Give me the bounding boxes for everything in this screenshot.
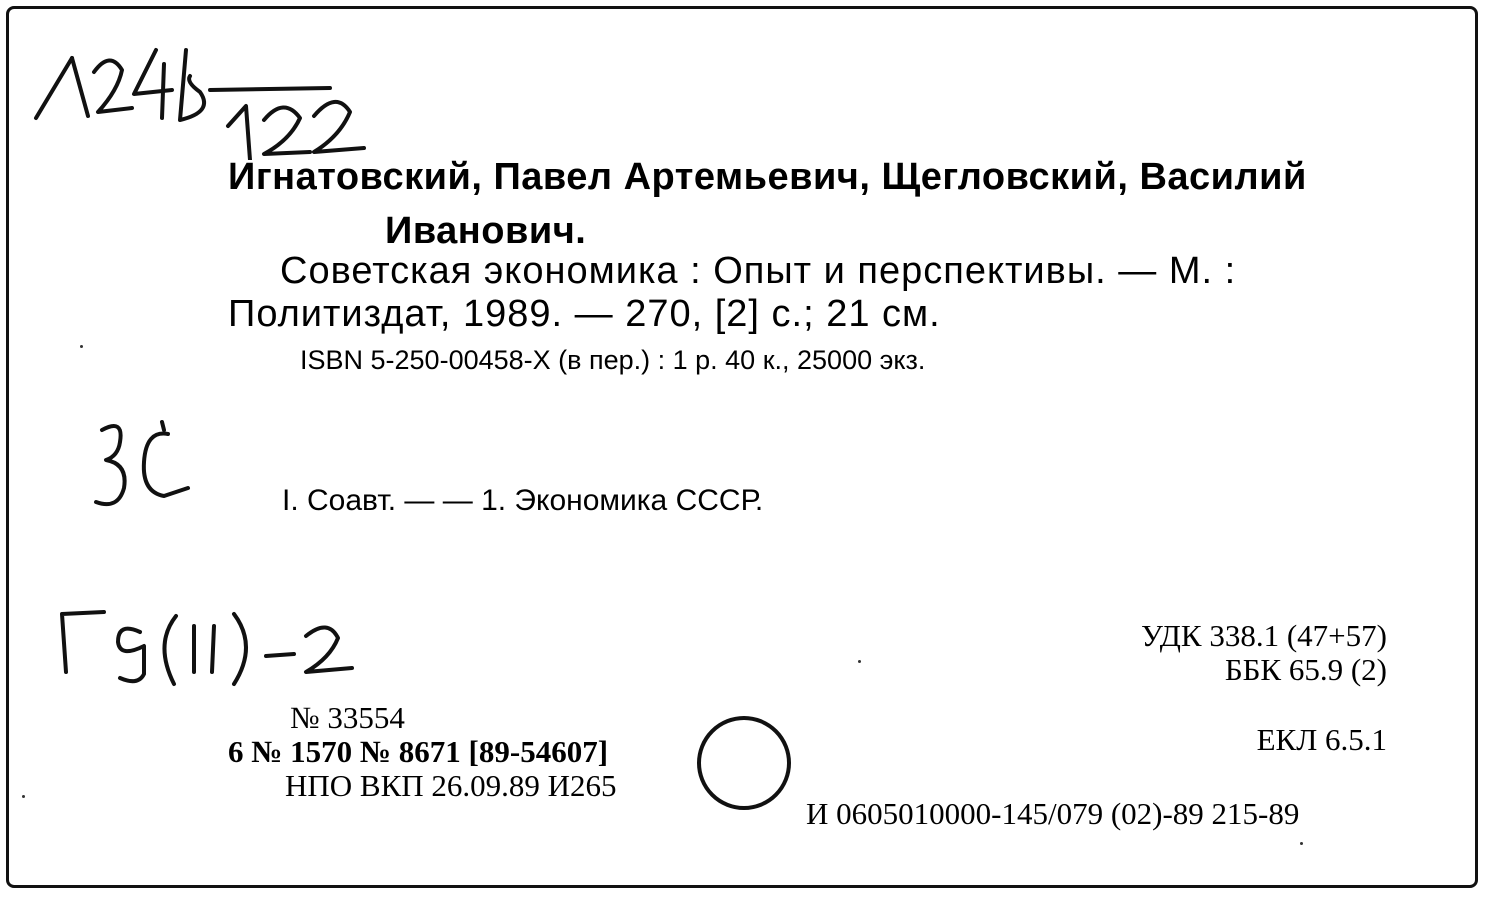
author-line-2: Иванович. — [385, 210, 587, 252]
stamp-circle — [690, 708, 800, 818]
bbk-code: ББК 65.9 (2) — [1224, 652, 1387, 687]
record-number: № 33554 — [290, 700, 405, 735]
speck — [1300, 842, 1303, 845]
handwritten-shelf-code — [48, 596, 358, 692]
handwritten-number-top — [14, 20, 374, 160]
isbn-line: ISBN 5-250-00458-X (в пер.) : 1 р. 40 к., 25000 экз. — [300, 345, 926, 375]
printer-line: НПО ВКП 26.09.89 И265 — [285, 768, 617, 803]
title-line-2: Политиздат, 1989. — 270, [2] с.; 21 см. — [228, 293, 941, 335]
handwritten-mark-3c — [84, 412, 204, 522]
udk-code: УДК 338.1 (47+57) — [1140, 618, 1387, 653]
title-line-1: Советская экономика : Опыт и перспективы. — М. : — [280, 250, 1237, 292]
speck — [858, 660, 861, 663]
speck — [80, 345, 83, 348]
speck — [22, 795, 25, 798]
order-line: 6 № 1570 № 8671 [89-54607] — [228, 734, 609, 769]
author-line-1: Игнатовский, Павел Артемьевич, Щегловский, Василий — [228, 156, 1307, 198]
tracing-line: I. Соавт. — — 1. Экономика СССР. — [282, 484, 764, 517]
ekl-code: ЕКЛ 6.5.1 — [1256, 722, 1387, 757]
publisher-code: И 0605010000-145/079 (02)-89 215-89 — [806, 796, 1300, 831]
